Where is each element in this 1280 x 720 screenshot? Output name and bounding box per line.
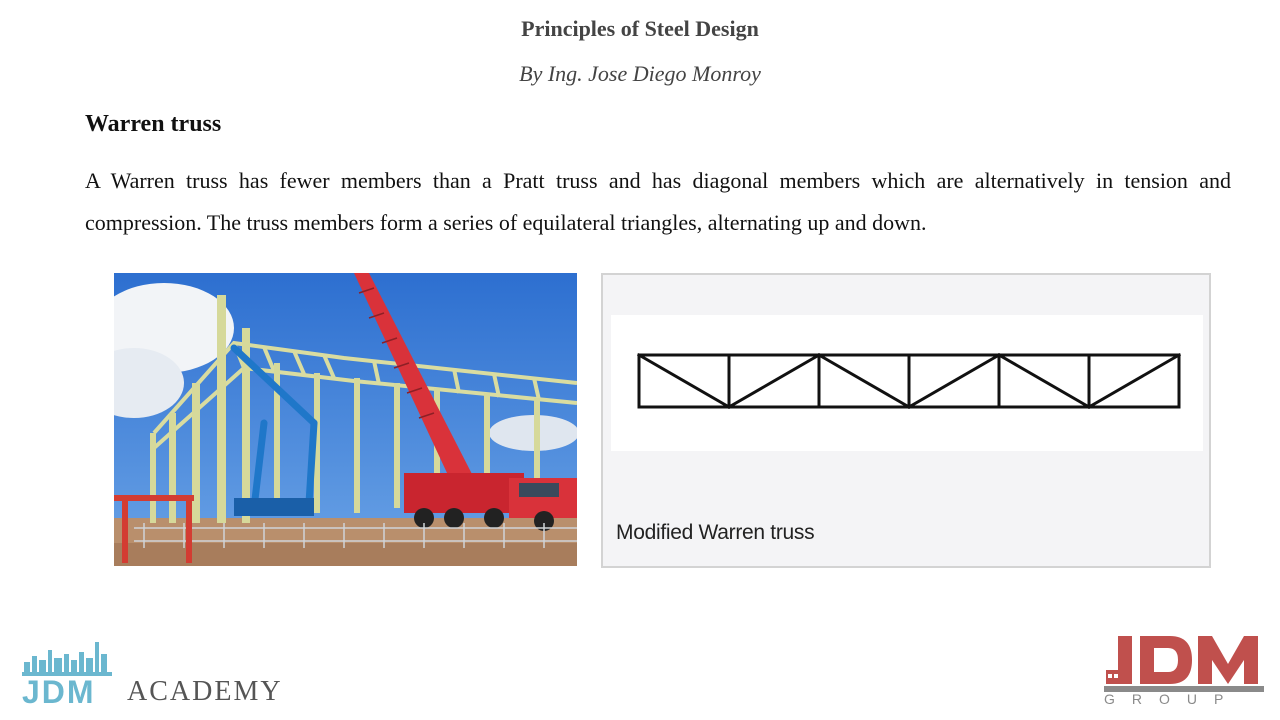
truss-diagram-panel [601,273,1211,568]
document-title: Principles of Steel Design [521,16,759,41]
academy-logo-text: ACADEMY [127,676,283,707]
document-author: By Ing. Jose Diego Monroy [519,61,761,86]
body-paragraph: A Warren truss has fewer members than a Pratt truss and has diagonal members which are alternatively in tension and compression. The truss members form a series of equilateral triangles, alternating up and down. [85,168,1231,235]
group-logo-text: GROUP [1104,691,1241,707]
truss-diagram-area [611,315,1203,451]
jdm-logo-text: JDM [22,674,96,710]
section-heading: Warren truss [85,111,222,137]
diagram-caption: Modified Warren truss [616,521,815,544]
construction-photo [114,273,577,566]
modified-warren-truss-drawing [611,315,1203,451]
